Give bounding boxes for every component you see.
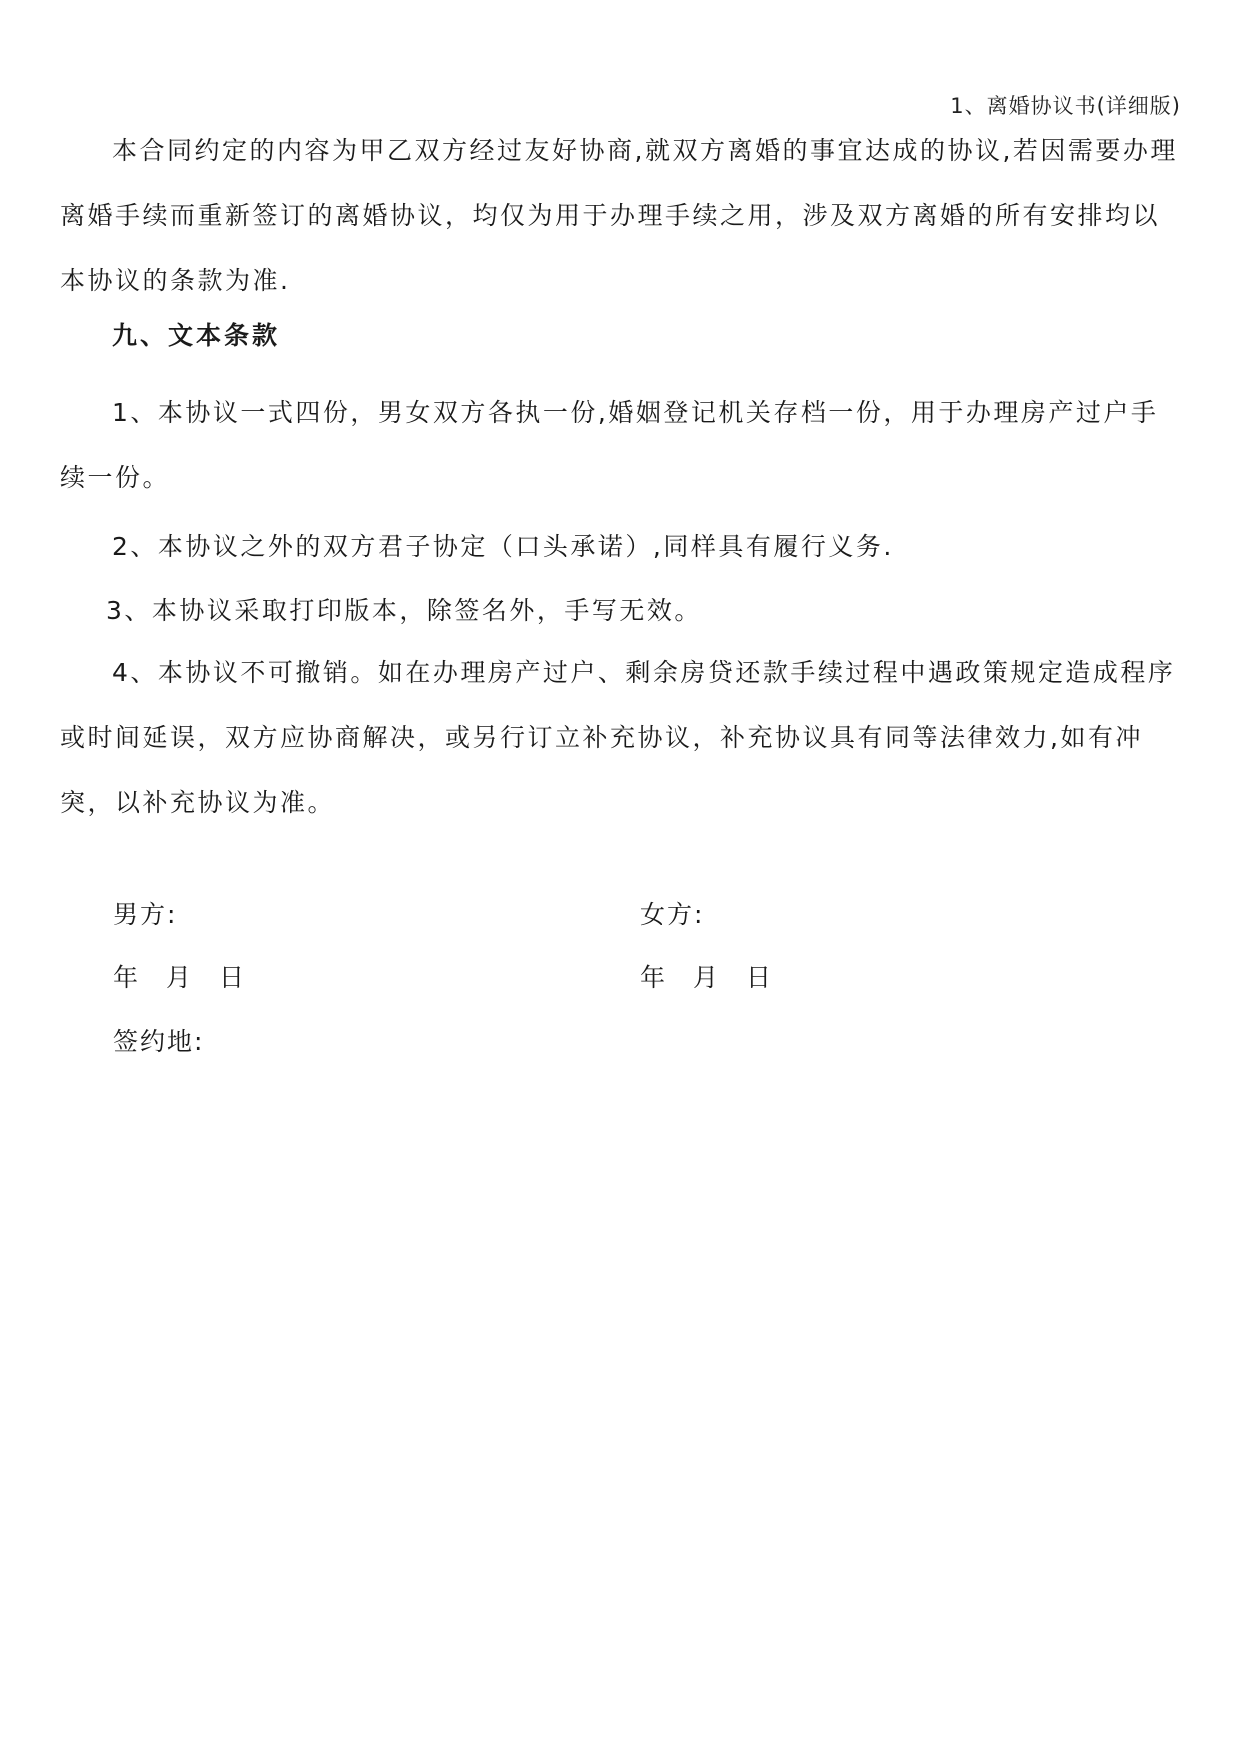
male-date-day: 日 (219, 963, 247, 992)
female-signature-label: 女方: (640, 900, 705, 929)
female-date-month: 月 (693, 963, 721, 992)
female-date-day: 日 (746, 963, 774, 992)
section-heading: 九、文本条款 (112, 321, 281, 350)
male-date-month: 月 (166, 963, 194, 992)
intro-paragraph: 本合同约定的内容为甲乙双方经过友好协商,就双方离婚的事宜达成的协议,若因需要办理离婚手续而重新签订的离婚协议，均仅为用于办理手续之用，涉及双方离婚的所有安排均以本协议的条款为准. (60, 136, 1178, 295)
running-header: 1、离婚协议书(详细版) (950, 94, 1181, 118)
clause-1: 1、本协议一式四份，男女双方各执一份,婚姻登记机关存档一份，用于办理房产过户手续一份。 (60, 398, 1159, 492)
male-date-year: 年 (113, 963, 141, 992)
clause-3: 3、本协议采取打印版本，除签名外，手写无效。 (106, 596, 702, 625)
clause-2: 2、本协议之外的双方君子协定（口头承诺）,同样具有履行义务. (112, 532, 894, 561)
female-signature-date (640, 958, 799, 998)
signing-place-label: 签约地: (113, 1027, 205, 1056)
clause-4: 4、本协议不可撤销。如在办理房产过户、剩余房贷还款手续过程中遇政策规定造成程序或时间延误，双方应协商解决，或另行订立补充协议，补充协议具有同等法律效力,如有冲突，以补充协议为准。 (60, 658, 1176, 817)
male-signature-date (113, 958, 272, 998)
male-signature-label: 男方: (113, 900, 178, 929)
female-date-year: 年 (640, 963, 668, 992)
